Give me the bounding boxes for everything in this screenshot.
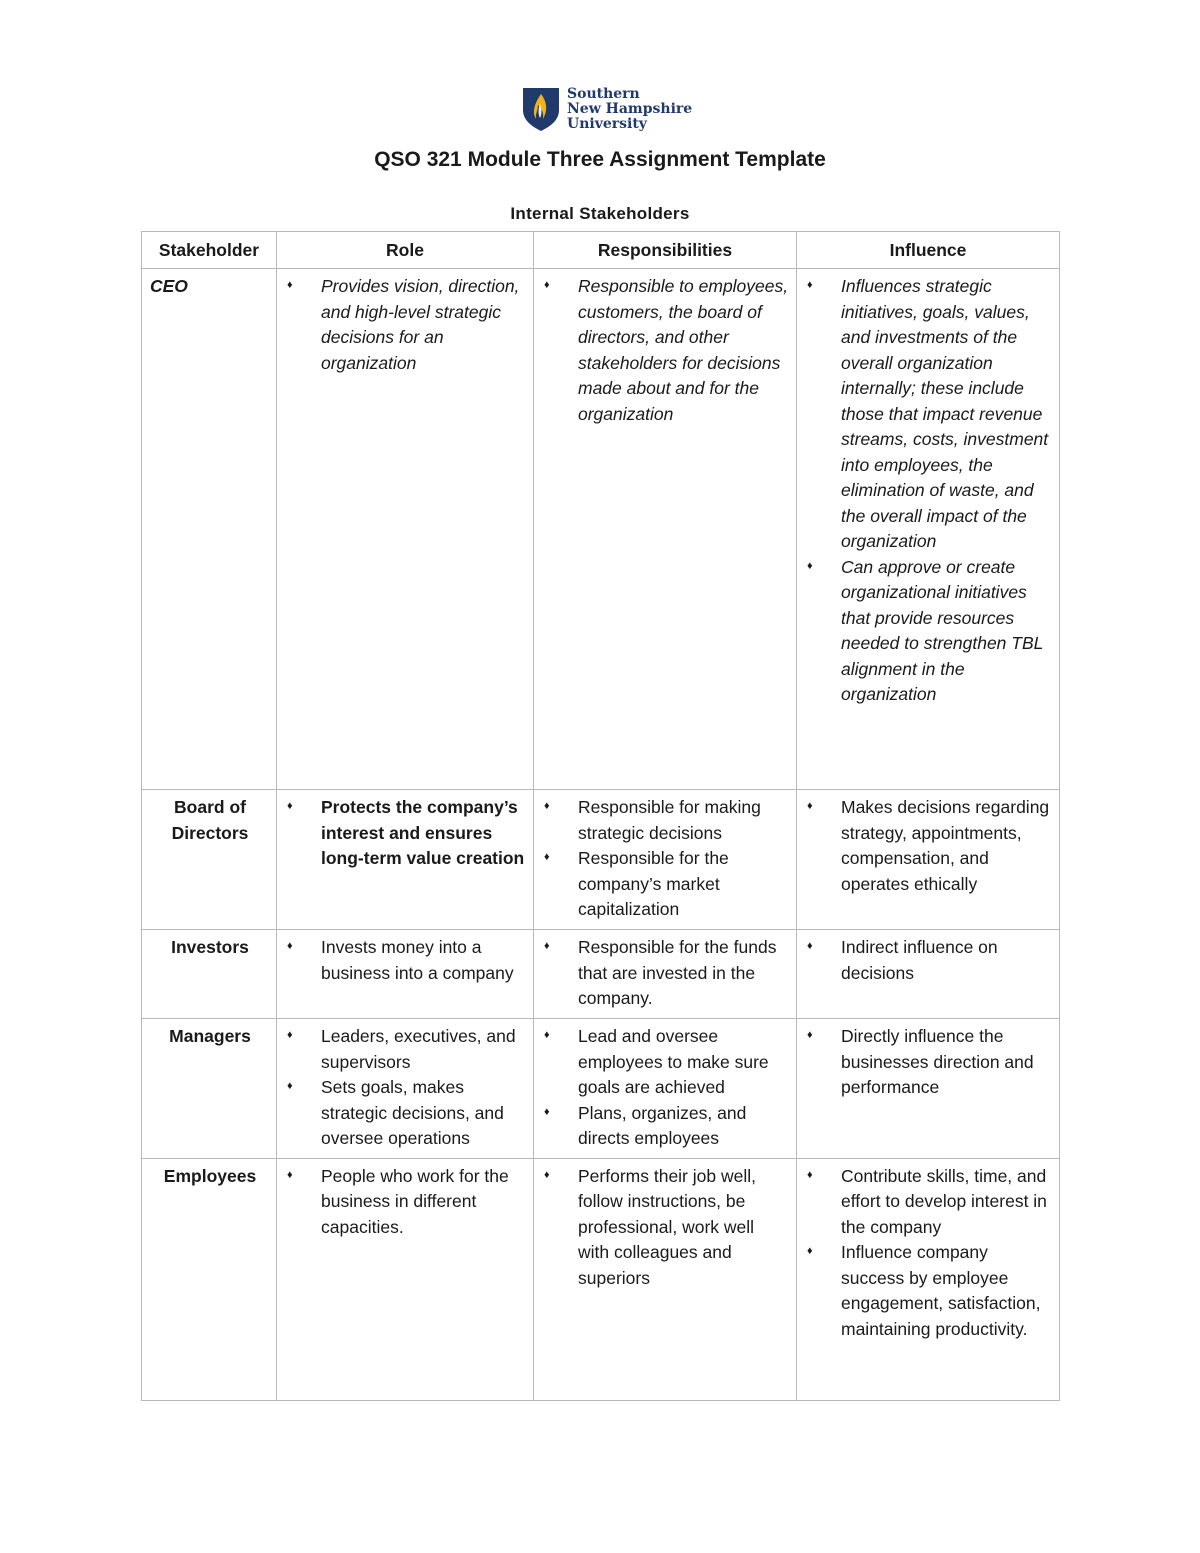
stakeholder-table <box>141 231 1060 1401</box>
list-item: ♦ Responsible for the funds that are invested in the company. <box>542 935 790 1012</box>
list-item: ♦ Makes decisions regarding strategy, appointments, compensation, and operates ethically <box>805 795 1053 897</box>
table-row-employees <box>142 1158 1060 1400</box>
document-title: QSO 321 Module Three Assignment Template <box>374 148 826 171</box>
list-item: ♦ Protects the company’s interest and ensures long-term value creation <box>285 795 527 872</box>
influence-cell <box>797 1158 1060 1400</box>
responsibilities-cell <box>534 790 797 930</box>
table-row-board <box>142 790 1060 930</box>
list-item: ♦ Responsible for making strategic decisions <box>542 795 790 846</box>
logo-line-1: Southern <box>567 85 640 102</box>
responsibilities-cell <box>534 269 797 790</box>
list-item: ♦ Plans, organizes, and directs employees <box>542 1101 790 1152</box>
header-responsibilities: Responsibilities <box>534 232 797 269</box>
list-item: ♦ Invests money into a business into a company <box>285 935 527 986</box>
stakeholder-name: Employees <box>142 1158 277 1400</box>
header-role: Role <box>277 232 534 269</box>
role-cell <box>277 1019 534 1159</box>
influence-cell <box>797 269 1060 790</box>
list-item: ♦ Sets goals, makes strategic decisions, and oversee operations <box>285 1075 527 1152</box>
stakeholder-name: Investors <box>142 930 277 1019</box>
table-row-ceo <box>142 269 1060 790</box>
list-item: ♦ People who work for the business in different capacities. <box>285 1164 527 1241</box>
list-item: ♦ Responsible to employees, customers, the board of directors, and other stakeholders for decisions made about and for the organization <box>542 274 790 427</box>
stakeholder-name: CEO <box>142 269 277 790</box>
list-item: ♦ Influence company success by employee engagement, satisfaction, maintaining productivity. <box>805 1240 1053 1342</box>
list-item: ♦ Provides vision, direction, and high-level strategic decisions for an organization <box>285 274 527 376</box>
logo-line-3: University <box>567 115 647 132</box>
list-item: ♦ Responsible for the company’s market capitalization <box>542 846 790 923</box>
list-item: ♦ Lead and oversee employees to make sure goals are achieved <box>542 1024 790 1101</box>
table-header-row <box>142 232 1060 269</box>
list-item: ♦ Can approve or create organizational initiatives that provide resources needed to strengthen TBL alignment in the organization <box>805 555 1053 708</box>
section-title: Internal Stakeholders <box>510 204 690 223</box>
role-cell <box>277 930 534 1019</box>
snhu-logo <box>521 85 701 133</box>
logo-line-2: New Hampshire <box>567 100 693 117</box>
header-stakeholder: Stakeholder <box>142 232 277 269</box>
table-row-managers <box>142 1019 1060 1159</box>
role-cell <box>277 790 534 930</box>
list-item: ♦ Performs their job well, follow instructions, be professional, work well with colleagues and superiors <box>542 1164 790 1292</box>
list-item: ♦ Contribute skills, time, and effort to develop interest in the company <box>805 1164 1053 1241</box>
influence-cell <box>797 930 1060 1019</box>
list-item: ♦ Leaders, executives, and supervisors <box>285 1024 527 1075</box>
stakeholder-name: Board of Directors <box>142 790 277 930</box>
influence-cell <box>797 1019 1060 1159</box>
list-item: ♦ Indirect influence on decisions <box>805 935 1053 986</box>
shield-flame-icon <box>521 86 561 132</box>
role-cell <box>277 269 534 790</box>
stakeholder-name: Managers <box>142 1019 277 1159</box>
list-item: ♦ Influences strategic initiatives, goals, values, and investments of the overall organization internally; these include those that impact revenue streams, costs, investment into employees, the elimination of waste, and the overall impact of the organization <box>805 274 1053 555</box>
table-row-investors <box>142 930 1060 1019</box>
responsibilities-cell <box>534 930 797 1019</box>
header-influence: Influence <box>797 232 1060 269</box>
list-item: ♦ Directly influence the businesses direction and performance <box>805 1024 1053 1101</box>
role-cell <box>277 1158 534 1400</box>
responsibilities-cell <box>534 1158 797 1400</box>
influence-cell <box>797 790 1060 930</box>
responsibilities-cell <box>534 1019 797 1159</box>
